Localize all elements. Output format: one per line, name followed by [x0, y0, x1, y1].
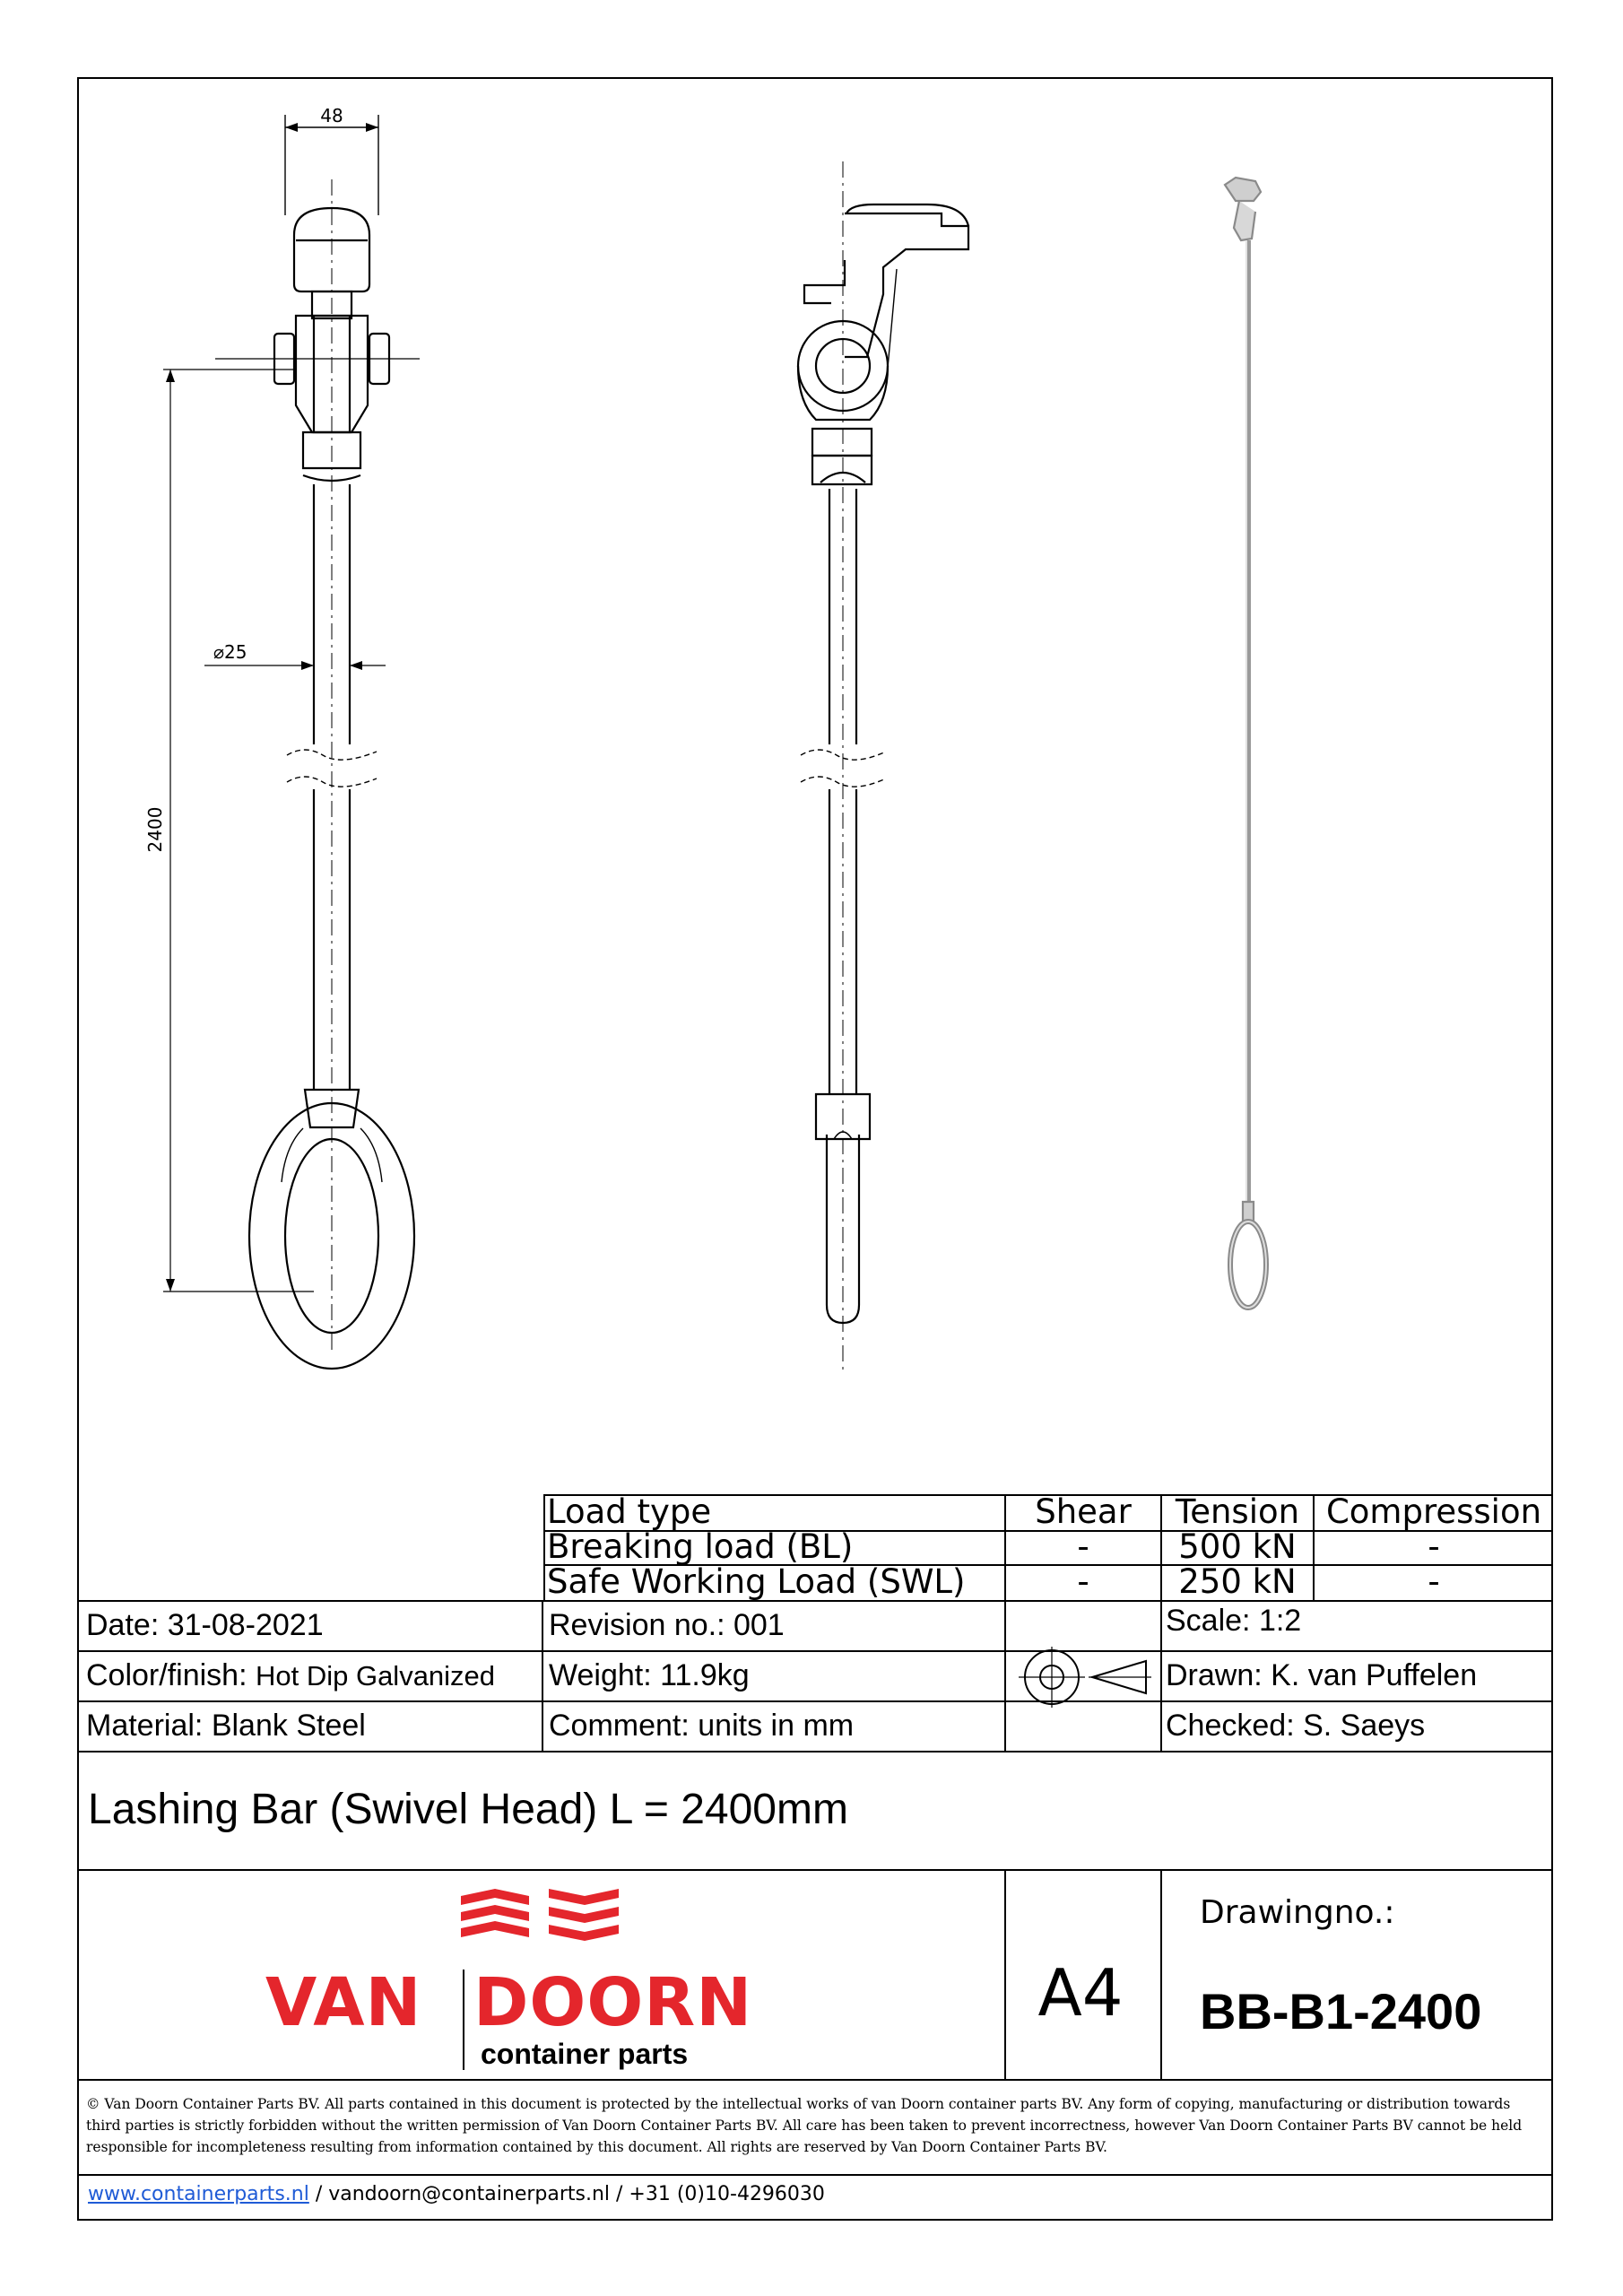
dim-length: 2400: [144, 806, 166, 853]
color-finish: [86, 1657, 495, 1694]
row-swl-shear: -: [1077, 1562, 1089, 1601]
date: Date: 31-08-2021: [86, 1608, 324, 1642]
scale: Scale: 1:2: [1166, 1604, 1302, 1638]
contact-details: / vandoorn@containerparts.nl / +31 (0)10-4296030: [308, 2183, 825, 2205]
drawing-title: Lashing Bar (Swivel Head) L = 2400mm: [88, 1786, 848, 1833]
checked: Checked: S. Saeys: [1166, 1709, 1426, 1743]
row-swl-compression: -: [1428, 1562, 1440, 1601]
row-bl-tension: 500 kN: [1178, 1527, 1297, 1566]
website-link[interactable]: www.containerparts.nl: [88, 2183, 309, 2205]
row-swl-label: Safe Working Load (SWL): [547, 1562, 966, 1601]
sheet-size: A4: [1037, 1955, 1124, 2031]
comment: Comment: units in mm: [549, 1709, 855, 1743]
product-render: [1225, 178, 1266, 1308]
contact-line: [88, 2183, 825, 2205]
drawing-number: BB-B1-2400: [1200, 1983, 1482, 2039]
row-bl-label: Breaking load (BL): [547, 1527, 854, 1566]
legal-notice: © Van Doorn Container Parts BV. All parts contained in this document is protected by the intellectual works of van Doorn container parts BV. Any form of copying, manufacturing or distribution towards third parties is strictly forbidden without the written permission of Van Doorn Container Parts BV. All care has been taken to prevent incorrectness, however Van Doorn Container Parts BV cannot be held responsible for incompleteness resulting from information contained by this document. All rights are reserved by Van Doorn Container Parts BV.: [86, 2096, 1523, 2155]
logo-divider: [463, 1970, 464, 2070]
drawn: Drawn: K. van Puffelen: [1166, 1658, 1478, 1692]
logo-text-left: VAN: [265, 1964, 422, 2041]
side-view: [798, 161, 968, 1372]
drawing-number-label: Drawingno.:: [1200, 1894, 1395, 1931]
header-shear: Shear: [1035, 1492, 1132, 1531]
logo-subtitle: container parts: [481, 2038, 689, 2070]
color-finish-label: Color/finish:: [86, 1658, 247, 1692]
row-bl-shear: -: [1077, 1527, 1089, 1566]
material: Material: Blank Steel: [86, 1709, 366, 1743]
logo-text-right: DOORN: [473, 1964, 753, 2041]
dim-diameter: ⌀25: [213, 641, 247, 663]
dim-width: 48: [320, 105, 343, 126]
projection-symbol-icon: [1011, 1641, 1155, 1713]
header-tension: Tension: [1175, 1492, 1300, 1531]
revision: Revision no.: 001: [549, 1608, 785, 1642]
row-swl-tension: 250 kN: [1178, 1562, 1297, 1601]
logo-mark-icon: [459, 1887, 621, 1950]
row-bl-compression: -: [1428, 1527, 1440, 1566]
front-view: [163, 115, 420, 1369]
weight: Weight: 11.9kg: [549, 1658, 750, 1692]
color-finish-value: Hot Dip Galvanized: [255, 1660, 496, 1692]
header-compression: Compression: [1325, 1492, 1542, 1531]
header-load-type: Load type: [547, 1492, 712, 1531]
